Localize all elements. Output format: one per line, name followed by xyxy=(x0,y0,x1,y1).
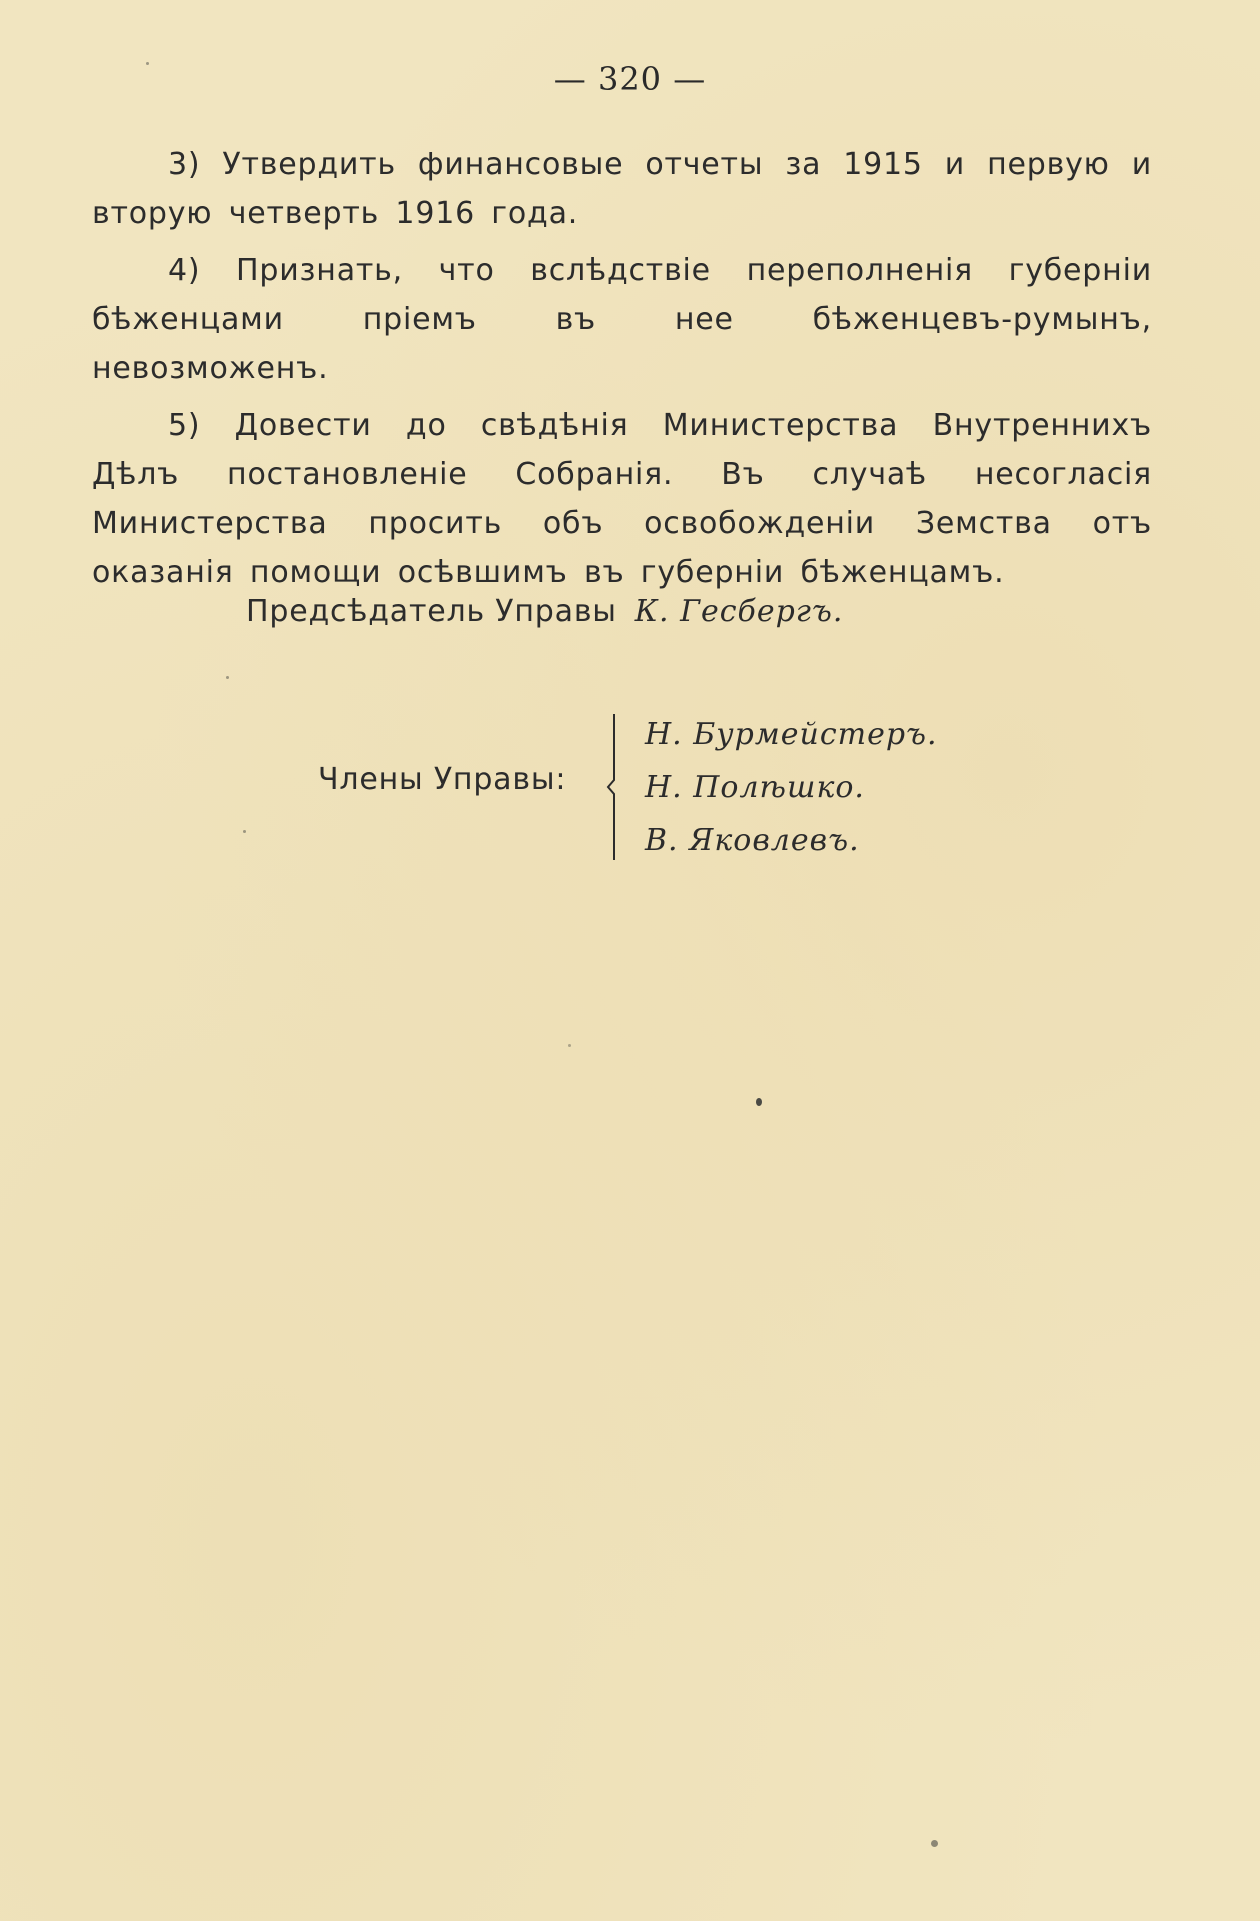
chairman-label: Предсѣдатель Управы xyxy=(246,594,617,629)
chairman-name: К. Гесбергъ. xyxy=(634,594,844,629)
page-number: — 320 — xyxy=(553,60,707,98)
member-name: Н. Полѣшко. xyxy=(645,770,865,805)
paper-speck xyxy=(226,676,229,679)
paper-speck xyxy=(931,1840,938,1847)
paper-speck xyxy=(243,830,246,833)
paper-speck xyxy=(146,62,149,65)
members-label: Члены Управы: xyxy=(318,762,567,797)
paragraph-5: 5) Довести до свѣдѣнія Министерства Внутреннихъ Дѣлъ постановленіе Собранія. Въ случаѣ несогласія Министерства просить объ освобожденіи Земства отъ оказанія помощи осѣвшимъ въ губерніи бѣженцамъ. xyxy=(92,408,1152,590)
member-name: Н. Бурмейстеръ. xyxy=(645,717,938,752)
paper-speck xyxy=(756,1098,762,1106)
paper-speck xyxy=(568,1044,571,1047)
document-body xyxy=(92,140,1152,605)
members-list xyxy=(645,708,938,867)
paragraph-3: 3) Утвердить финансовые отчеты за 1915 и первую и вторую четверть 1916 года. xyxy=(92,147,1152,231)
member-name: В. Яковлевъ. xyxy=(645,823,860,858)
paragraph-4: 4) Признать, что вслѣдствіе переполненія губерніи бѣженцами пріемъ въ нее бѣженцевъ-румынъ, невозможенъ. xyxy=(92,253,1152,386)
chairman-signature xyxy=(246,594,843,629)
members-brace-icon xyxy=(605,712,619,862)
